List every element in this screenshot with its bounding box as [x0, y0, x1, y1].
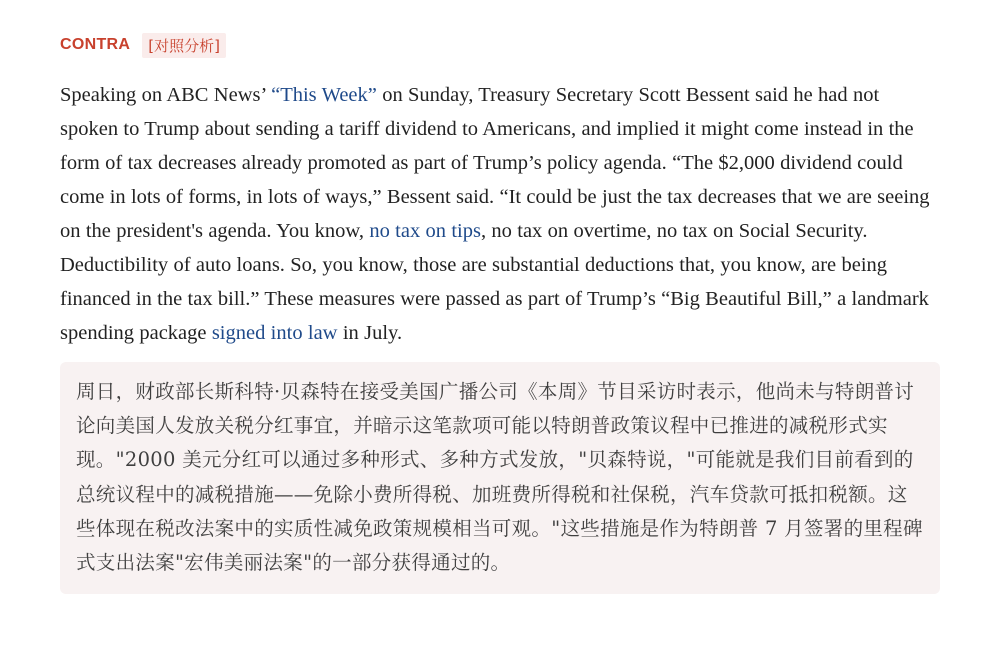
- english-text-part-1: Speaking on ABC News’: [60, 84, 272, 106]
- english-paragraph: [60, 78, 940, 350]
- english-text-part-3: , no tax on overtime, no tax on Social Security. Deductibility of auto loans. So, you know, those are substantial deductions that, you know, are being financed in the tax bill.” These measures were passed as part of Trump’s “Big Beautiful Bill,” a landmark spending package: [60, 220, 929, 344]
- chinese-translation-box: [60, 362, 940, 594]
- article-section: [60, 32, 940, 594]
- section-tagline: [60, 32, 940, 58]
- this-week-link[interactable]: “This Week”: [271, 84, 377, 106]
- english-text-part-2: on Sunday, Treasury Secretary Scott Bessent said he had not spoken to Trump about sending a tariff dividend to Americans, and implied it might come instead in the form of tax decreases already promoted as part of Trump’s policy agenda. “The $2,000 dividend could come in lots of forms, in lots of ways,” Bessent said. “It could be just the tax decreases that we are seeing on the president's agenda. You know,: [60, 84, 930, 242]
- signed-into-law-link[interactable]: signed into law: [211, 322, 338, 344]
- english-text-part-4: in July.: [337, 322, 403, 344]
- compare-analysis-badge: [对照分析]: [142, 33, 226, 58]
- chinese-translation-text: 周日，财政部长斯科特·贝森特在接受美国广播公司《本周》节目采访时表示，他尚未与特朗普讨论向美国人发放关税分红事宜，并暗示这笔款项可能以特朗普政策议程中已推进的减税形式实现。"2000 美元分红可以通过多种形式、多种方式发放，"贝森特说，"可能就是我们目前看到的总统议程中的减税措施——免除小费所得税、加班费所得税和社保税，汽车贷款可抵扣税额。这些体现在税改法案中的实质性减免政策规模相当可观。"这些措施是作为特朗普 7 月签署的里程碑式支出法案"宏伟美丽法案"的一部分获得通过的。: [76, 380, 923, 575]
- contra-label: CONTRA: [60, 36, 131, 53]
- no-tax-on-tips-link[interactable]: no tax on tips: [369, 220, 481, 242]
